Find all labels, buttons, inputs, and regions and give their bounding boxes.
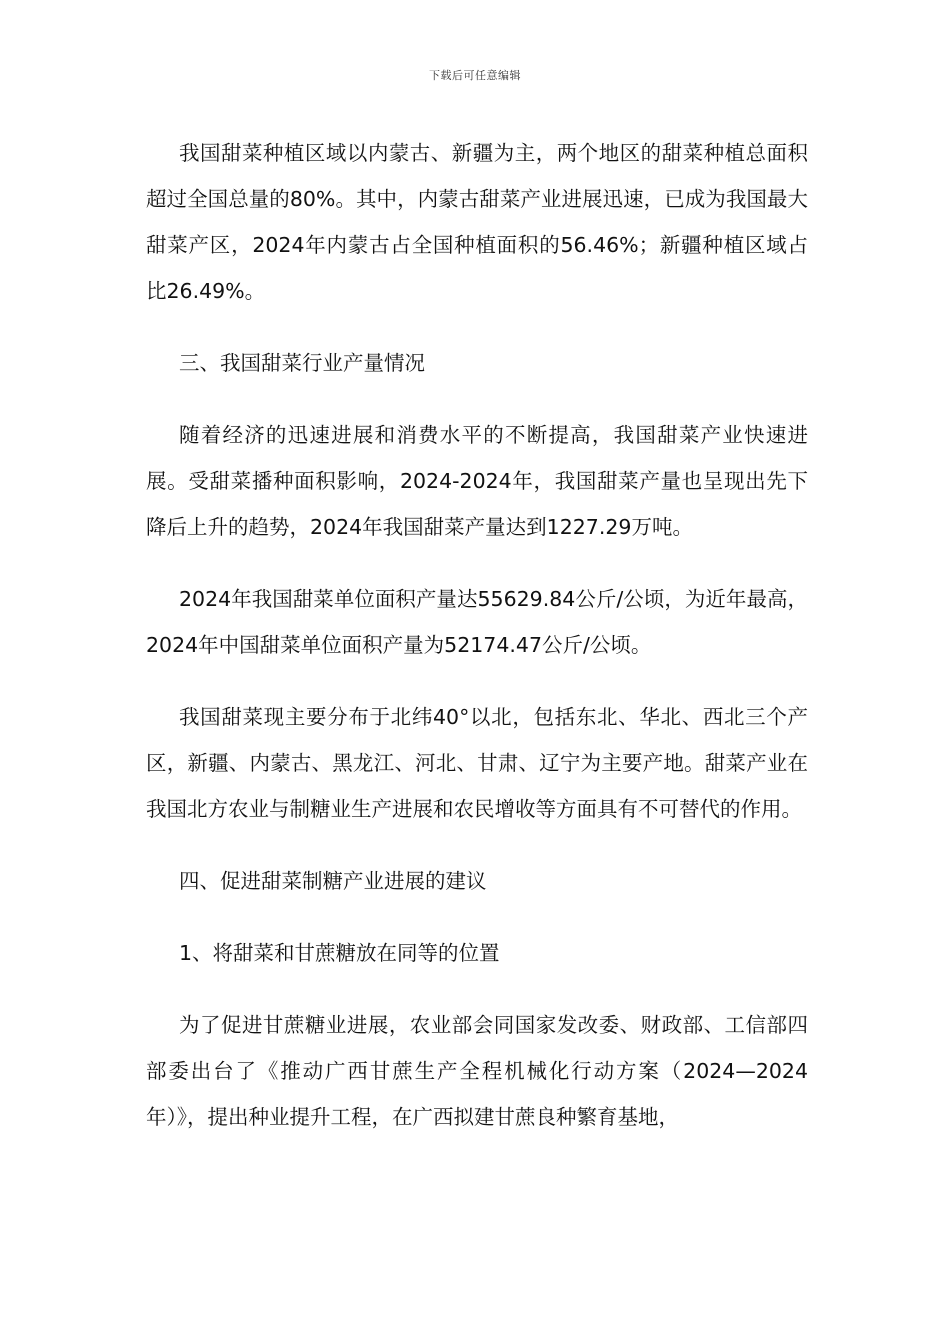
paragraph-policy: 为了促进甘蔗糖业进展，农业部会同国家发改委、财政部、工信部四部委出台了《推动广西甘蔗生产全程机械化行动方案（2024—2024年）》，提出种业提升工程，在广西拟建甘蔗良种繁育基地， [146,1013,808,1129]
paragraph-distribution: 我国甜菜现主要分布于北纬40°以北，包括东北、华北、西北三个产区，新疆、内蒙古、黑龙江、河北、甘肃、辽宁为主要产地。甜菜产业在我国北方农业与制糖业生产进展和农民增收等方面具有不可替代的作用。 [146,705,808,821]
document-body [146,130,808,1140]
paragraph-unit-yield: 2024年我国甜菜单位面积产量达55629.84公斤/公顷，为近年最高，2024年中国甜菜单位面积产量为52174.47公斤/公顷。 [146,587,808,657]
section-heading-3: 三、我国甜菜行业产量情况 [179,351,425,375]
page-header-note: 下载后可任意编辑 [429,69,521,82]
paragraph-output-trend: 随着经济的迅速进展和消费水平的不断提高，我国甜菜产业快速进展。受甜菜播种面积影响，2024-2024年，我国甜菜产量也呈现出先下降后上升的趋势，2024年我国甜菜产量达到1227.29万吨。 [146,423,808,539]
subsection-heading-4-1: 1、将甜菜和甘蔗糖放在同等的位置 [179,941,500,965]
paragraph-planting-regions: 我国甜菜种植区域以内蒙古、新疆为主，两个地区的甜菜种植总面积超过全国总量的80%。其中，内蒙古甜菜产业进展迅速，已成为我国最大甜菜产区，2024年内蒙古占全国种植面积的56.46%；新疆种植区域占比26.49%。 [146,141,808,303]
section-heading-4: 四、促进甜菜制糖产业进展的建议 [179,869,487,893]
